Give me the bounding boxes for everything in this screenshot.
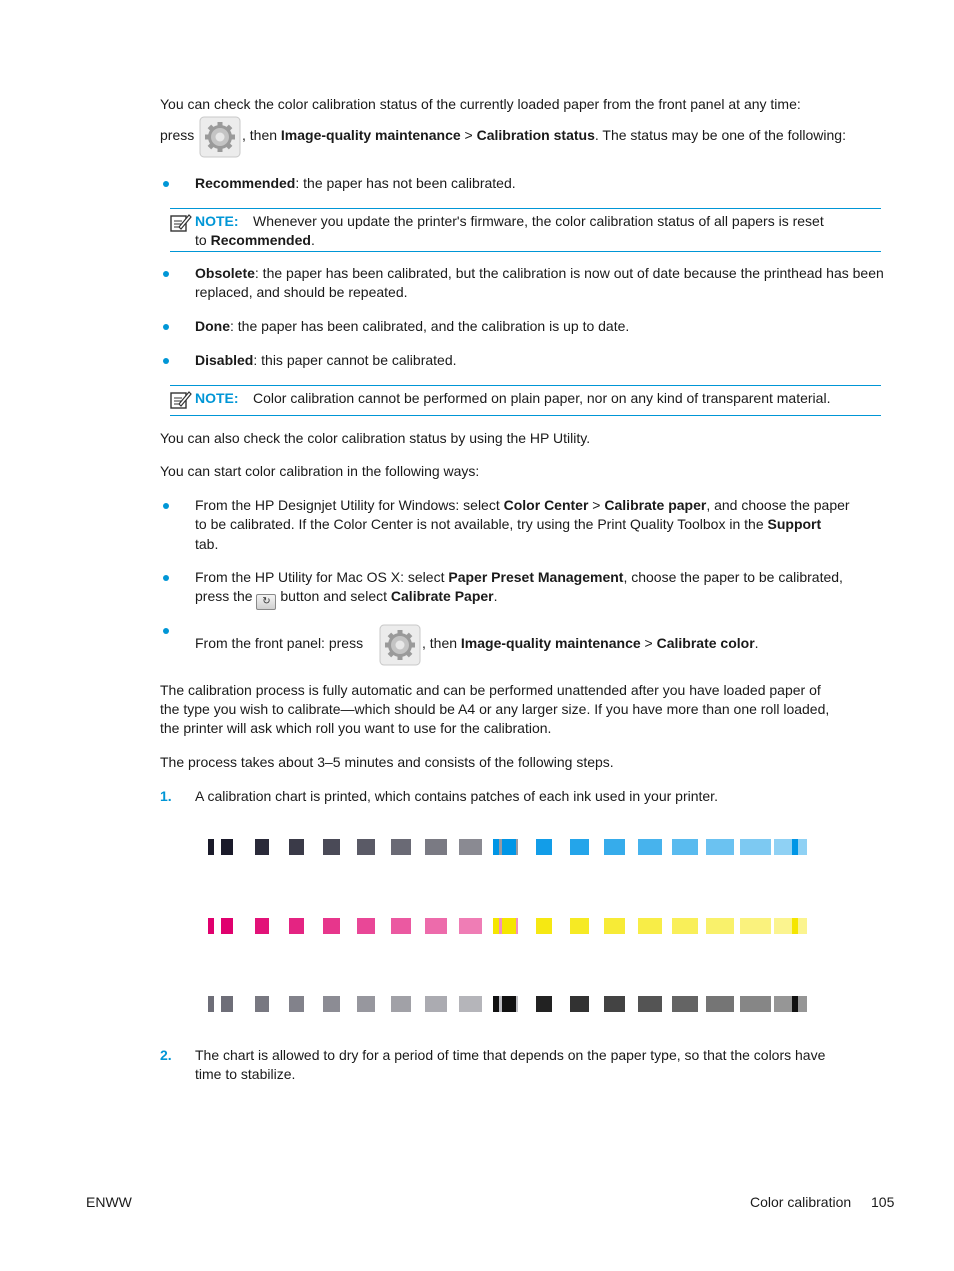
- chart-patch: [570, 918, 589, 934]
- note-box: [170, 385, 881, 416]
- chart-patch: [493, 996, 499, 1012]
- chart-patch: [672, 839, 698, 855]
- chart-patch: [638, 996, 662, 1012]
- bullet-icon: [163, 271, 169, 277]
- refresh-icon[interactable]: ↻: [256, 594, 276, 610]
- step-text-cont: time to stabilize.: [195, 1066, 296, 1082]
- step-text: The chart is allowed to dry for a period of time that depends on the paper type, so that the colors have: [195, 1047, 826, 1063]
- intro-line: You can check the color calibration status of the currently loaded paper from the front panel at any time:: [160, 96, 801, 112]
- bullet-icon: [163, 181, 169, 187]
- chart-patch: [570, 839, 589, 855]
- para-process-3: the printer will ask which roll you want to use for the calibration.: [160, 720, 552, 736]
- chart-patch: [792, 996, 798, 1012]
- chart-patch: [672, 918, 698, 934]
- chart-patch: [740, 839, 771, 855]
- menu-calibration-status: Calibration status: [476, 127, 595, 143]
- gear-icon[interactable]: [199, 116, 241, 158]
- press-word: press: [160, 127, 195, 143]
- chart-patch: [604, 996, 625, 1012]
- chart-patch: [208, 996, 214, 1012]
- chart-patch: [774, 996, 807, 1012]
- chart-patch: [774, 839, 807, 855]
- status-obsolete: Obsolete: the paper has been calibrated, but the calibration is now out of date because the printhead has been replaced, and should be repeated.: [195, 265, 884, 300]
- chart-patch: [391, 839, 411, 855]
- chart-patch: [208, 839, 214, 855]
- way-front-panel-path: , then Image-quality maintenance > Calibrate color.: [422, 635, 759, 651]
- chart-patch: [740, 918, 771, 934]
- chart-patch: [459, 996, 482, 1012]
- way-windows: From the HP Designjet Utility for Windows: select Color Center > Calibrate paper, and choose the paper: [195, 497, 850, 513]
- chart-patch: [493, 918, 499, 934]
- bullet-icon: [163, 358, 169, 364]
- chart-patch: [706, 839, 734, 855]
- para-time: The process takes about 3–5 minutes and consists of the following steps.: [160, 754, 614, 770]
- note-pencil-icon: [170, 213, 192, 233]
- chart-patch: [255, 839, 269, 855]
- note-text-cont: to Recommended.: [195, 232, 315, 248]
- status-done: Done: the paper has been calibrated, and the calibration is up to date.: [195, 318, 630, 334]
- way-mac: From the HP Utility for Mac OS X: select Paper Preset Management, choose the paper to be calibrated,: [195, 569, 843, 585]
- note-label: NOTE:: [195, 390, 239, 406]
- chart-patch: [323, 996, 340, 1012]
- note-box: [170, 208, 881, 252]
- chart-patch: [289, 996, 304, 1012]
- chart-patch: [357, 839, 375, 855]
- chart-patch: [208, 918, 214, 934]
- para-hp-utility: You can also check the color calibration status by using the HP Utility.: [160, 430, 591, 446]
- chart-patch: [459, 839, 482, 855]
- chart-patch: [672, 996, 698, 1012]
- chart-patch: [425, 996, 447, 1012]
- step-number: 2.: [160, 1047, 172, 1063]
- chart-patch: [323, 918, 340, 934]
- chart-patch: [638, 839, 662, 855]
- chart-patch: [255, 918, 269, 934]
- para-start: You can start color calibration in the following ways:: [160, 463, 480, 479]
- way-windows-cont2: tab.: [195, 536, 219, 552]
- chart-row-gray-black: [205, 996, 805, 1012]
- menu-image-quality: Image-quality maintenance: [280, 127, 461, 143]
- chart-patch: [604, 839, 625, 855]
- footer-section: Color calibration: [750, 1194, 852, 1210]
- chart-patch: [792, 918, 798, 934]
- chart-patch: [638, 918, 662, 934]
- bullet-icon: [163, 324, 169, 330]
- chart-patch: [357, 918, 375, 934]
- chart-patch: [706, 996, 734, 1012]
- chart-patch: [570, 996, 589, 1012]
- chart-patch: [391, 918, 411, 934]
- chart-patch: [536, 996, 552, 1012]
- chart-patch: [357, 996, 375, 1012]
- status-recommended: Recommended: the paper has not been calibrated.: [195, 175, 516, 191]
- chart-patch: [289, 839, 304, 855]
- way-windows-cont: to be calibrated. If the Color Center is not available, try using the Print Quality Toolbox in the Support: [195, 516, 822, 532]
- bullet-icon: [163, 503, 169, 509]
- bullet-icon: [163, 628, 169, 634]
- chart-patch: [740, 996, 771, 1012]
- chart-row-black-cyan: [205, 839, 805, 855]
- chart-patch: [323, 839, 340, 855]
- note-pencil-icon: [170, 390, 192, 410]
- chart-patch: [536, 918, 552, 934]
- step-text: A calibration chart is printed, which contains patches of each ink used in your printer.: [195, 788, 718, 804]
- chart-patch: [706, 918, 734, 934]
- chart-patch: [459, 918, 482, 934]
- chart-patch: [604, 918, 625, 934]
- step-number: 1.: [160, 788, 172, 804]
- bullet-icon: [163, 575, 169, 581]
- chart-patch: [425, 918, 447, 934]
- para-process-2: the type you wish to calibrate—which should be A4 or any larger size. If you have more than one roll loaded,: [160, 701, 830, 717]
- footer-left: ENWW: [86, 1194, 132, 1210]
- chart-patch: [289, 918, 304, 934]
- chart-patch: [502, 996, 516, 1012]
- page-number: 105: [871, 1194, 895, 1210]
- chart-patch: [425, 839, 447, 855]
- note-label: NOTE:: [195, 213, 239, 229]
- chart-patch: [792, 839, 798, 855]
- intro-path: , then Image-quality maintenance > Calibration status. The status may be one of the following:: [242, 127, 846, 143]
- status-disabled: Disabled: this paper cannot be calibrated.: [195, 352, 457, 368]
- chart-row-magenta-yellow: [205, 918, 805, 934]
- way-front-panel: From the front panel: press: [195, 635, 364, 651]
- gear-icon[interactable]: [379, 624, 421, 666]
- chart-patch: [221, 839, 233, 855]
- chart-patch: [502, 839, 516, 855]
- chart-patch: [221, 996, 233, 1012]
- chart-patch: [536, 839, 552, 855]
- para-process-1: The calibration process is fully automatic and can be performed unattended after you have loaded paper of: [160, 682, 821, 698]
- chart-patch: [493, 839, 499, 855]
- chart-patch: [774, 918, 807, 934]
- chart-patch: [502, 918, 516, 934]
- chart-patch: [221, 918, 233, 934]
- note-text: Color calibration cannot be performed on plain paper, nor on any kind of transparent material.: [253, 390, 831, 406]
- chart-patch: [255, 996, 269, 1012]
- chart-patch: [391, 996, 411, 1012]
- note-text: Whenever you update the printer's firmware, the color calibration status of all papers is reset: [253, 213, 824, 229]
- way-mac-cont: press the ↻ button and select Calibrate Paper.: [195, 587, 885, 610]
